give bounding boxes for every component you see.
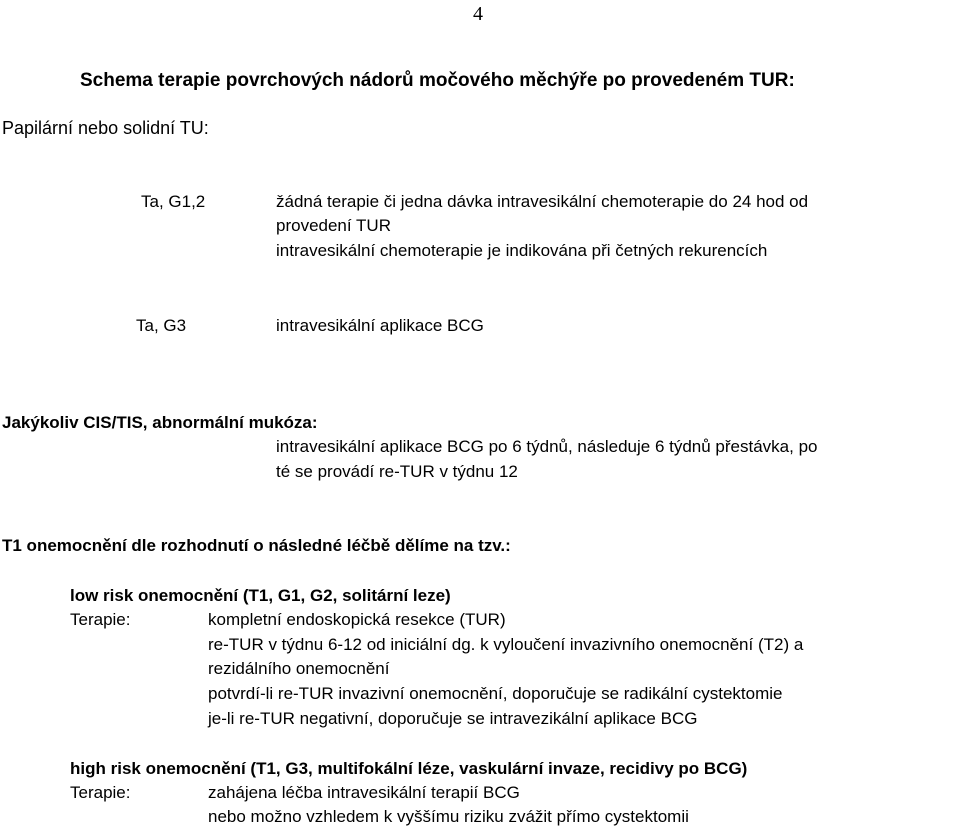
- cis-heading: Jakýkoliv CIS/TIS, abnormální mukóza:: [2, 413, 318, 432]
- t1-heading: T1 onemocnění dle rozhodnutí o následné léčbě dělíme na tzv.:: [2, 536, 511, 555]
- papillary-heading: Papilární nebo solidní TU:: [2, 118, 209, 138]
- high-risk-heading: high risk onemocnění (T1, G3, multifokální léze, vaskulární invaze, recidivy po BCG): [70, 759, 748, 778]
- stage-ta-g12-label: Ta, G1,2: [141, 192, 206, 211]
- high-risk-line: zahájena léčba intravesikální terapií BCG: [208, 783, 520, 802]
- stage-ta-g3-label: Ta, G3: [136, 316, 187, 335]
- document-title: Schema terapie povrchových nádorů močového měchýře po provedeném TUR:: [80, 70, 795, 91]
- cis-line: intravesikální aplikace BCG po 6 týdnů, následuje 6 týdnů přestávka, po: [276, 437, 818, 456]
- high-risk-line: nebo možno vzhledem k vyššímu riziku zvážit přímo cystektomii: [208, 807, 689, 826]
- high-risk-therapy-label: Terapie:: [70, 783, 131, 802]
- stage-ta-g12-line: provedení TUR: [276, 216, 391, 235]
- low-risk-line: re-TUR v týdnu 6-12 od iniciální dg. k vyloučení invazivního onemocnění (T2) a: [208, 635, 804, 654]
- cis-line: té se provádí re-TUR v týdnu 12: [276, 462, 518, 481]
- stage-ta-g12-line: intravesikální chemoterapie je indikována při četných rekurencích: [276, 241, 768, 260]
- low-risk-line: rezidálního onemocnění: [208, 659, 390, 678]
- stage-ta-g12-line: žádná terapie či jedna dávka intravesikální chemoterapie do 24 hod od: [276, 192, 809, 211]
- low-risk-line: kompletní endoskopická resekce (TUR): [208, 610, 506, 629]
- low-risk-line: je-li re-TUR negativní, doporučuje se intravezikální aplikace BCG: [208, 709, 698, 728]
- low-risk-heading: low risk onemocnění (T1, G1, G2, solitární leze): [70, 586, 451, 605]
- stage-ta-g3-line: intravesikální aplikace BCG: [276, 316, 484, 335]
- low-risk-therapy-label: Terapie:: [70, 610, 131, 629]
- page-number: 4: [473, 3, 483, 25]
- low-risk-line: potvrdí-li re-TUR invazivní onemocnění, doporučuje se radikální cystektomie: [208, 684, 783, 703]
